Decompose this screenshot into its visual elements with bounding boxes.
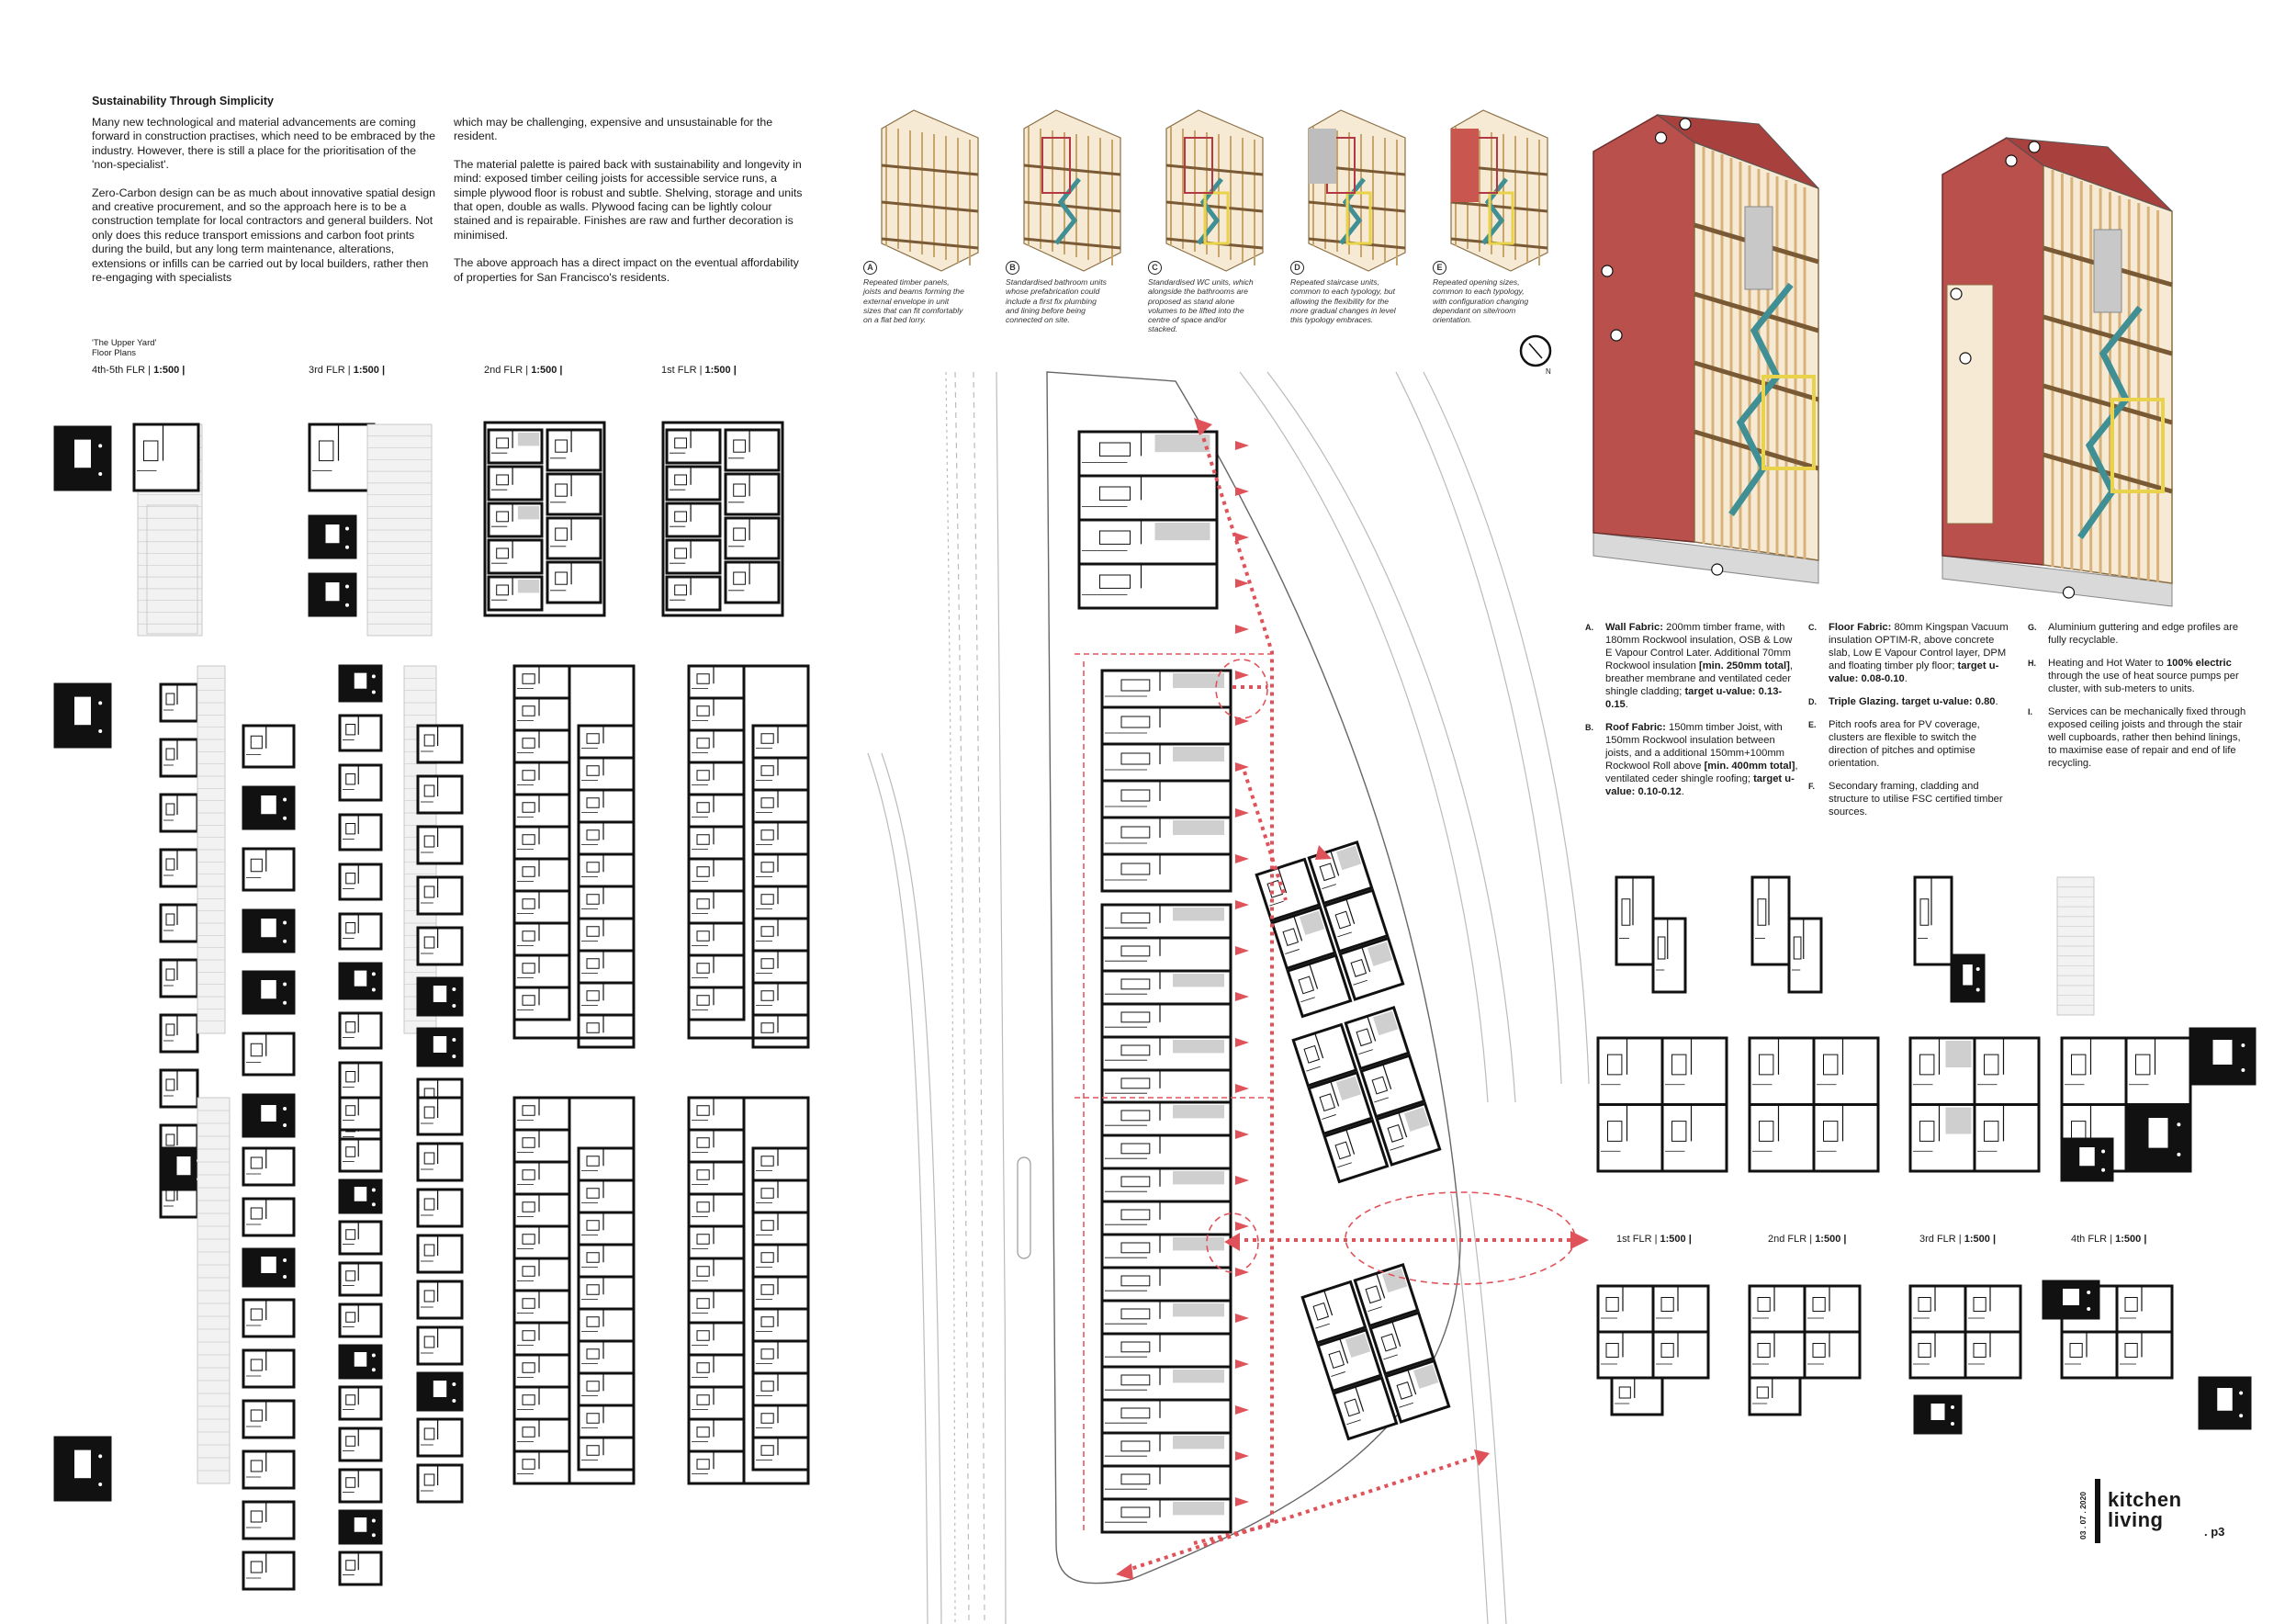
apartment-unit xyxy=(2200,1378,2250,1428)
apartment-unit xyxy=(1965,1332,2020,1378)
intro-paragraph: which may be challenging, expensive and unsustainable for the resident. xyxy=(454,116,773,143)
apartment-unit xyxy=(1975,1038,2039,1105)
stage-letter: E xyxy=(1433,261,1446,275)
page-number: . p3 xyxy=(2204,1525,2225,1539)
floor-label-left: 3rd FLR | 1:500 | xyxy=(309,365,386,376)
floor-label-left: 1st FLR | 1:500 | xyxy=(661,365,737,376)
apartment-unit xyxy=(1910,1332,1965,1378)
apartment-unit xyxy=(1805,1286,1860,1332)
cluster-plan xyxy=(1750,1038,1878,1171)
apartment-unit xyxy=(1965,1286,2020,1332)
apartment-unit xyxy=(1616,877,1653,964)
spec-item: D. Triple Glazing. target u-value: 0.80. xyxy=(1808,696,1998,707)
apartment-unit xyxy=(2062,1332,2117,1378)
apartment-unit xyxy=(1653,1286,1708,1332)
brand-line-2: living xyxy=(2108,1508,2164,1531)
cluster-plan xyxy=(1910,1286,2020,1378)
apartment-unit xyxy=(1814,1038,1878,1105)
intro-paragraph: Many new technological and material advancements are coming forward in construction practises, which need to be embraced by the industry. However, there is still a place for the prioritisation of the 'non-specialist'. xyxy=(92,116,435,172)
stage-caption-text: Repeated opening sizes, common to each typology, with configuration changing dependant on site/room orientation. xyxy=(1433,277,1529,325)
apartment-unit xyxy=(2062,1038,2126,1105)
stage-letter: C xyxy=(1148,261,1162,275)
floor-label-right: 1st FLR | 1:500 | xyxy=(1616,1234,1692,1245)
apartment-unit xyxy=(1750,1105,1814,1172)
stage-caption-text: Standardised bathroom units whose prefabrication could include a first fix plumbing and lining before being connected on site. xyxy=(1006,277,1107,325)
date-label: 03 . 07 . 2020 xyxy=(2078,1492,2088,1539)
intro-paragraph: The above approach has a direct impact on the eventual affordability of properties for San Francisco's residents. xyxy=(454,256,799,284)
stage-caption-text: Repeated timber panels, joists and beams forming the external envelope in unit sizes that can fit comfortably on a flat bed lorry. xyxy=(863,277,964,325)
spec-item: A. Wall Fabric: 200mm timber frame, with 180mm Rockwool insulation, OSB & Low E Vapour Control Later. Additional 70mm Rockwool insulation [min. 250mm total], breather membrane and ventilated ceder shingle cladding; target u-value: 0.13-0.15. xyxy=(1585,622,1793,710)
apartment-unit xyxy=(1750,1378,1800,1415)
apartment-unit xyxy=(1805,1332,1860,1378)
spec-item: E. Pitch roofs area for PV coverage, clusters are flexible to switch the direction of pitches and optimise orientation. xyxy=(1808,719,1980,769)
apartment-unit xyxy=(1598,1332,1653,1378)
apartment-unit xyxy=(1653,919,1685,992)
stage-letter: B xyxy=(1006,261,1019,275)
apartment-unit xyxy=(1975,1105,2039,1172)
apartment-unit xyxy=(2117,1332,2172,1378)
spec-item: B. Roof Fabric: 150mm timber Joist, with 150mm Rockwool insulation between joists, and a additional 150mm+100mm Rockwool Roll above [min. 400mm total], ventilated ceder shingle roofing; target u-value: 0.10-0.12. xyxy=(1585,722,1798,797)
stair-hatch xyxy=(2057,877,2094,1015)
cluster-plan xyxy=(1750,1286,1860,1378)
cluster-plan xyxy=(1910,1038,2039,1171)
spec-item: F. Secondary framing, cladding and structure to utilise FSC certified timber sources. xyxy=(1808,781,2003,818)
brand-logo xyxy=(2108,1490,2182,1530)
stage-caption-text: Repeated staircase units, common to each typology, but allowing the flexibility for the more gradual changes in level this typology embraces. xyxy=(1290,277,1396,325)
floor-label-right: 4th FLR | 1:500 | xyxy=(2071,1234,2147,1245)
brand-bar xyxy=(2095,1479,2100,1543)
cluster-plan xyxy=(1598,1038,1727,1171)
apartment-unit xyxy=(1910,1105,1975,1172)
apartment-unit xyxy=(1952,955,1984,1001)
apartment-unit xyxy=(1612,1378,1662,1415)
floor-label-left: 4th-5th FLR | 1:500 | xyxy=(92,365,186,376)
apartment-unit xyxy=(1653,1332,1708,1378)
apartment-unit xyxy=(1662,1105,1727,1172)
apartment-unit xyxy=(1598,1105,1662,1172)
apartment-unit xyxy=(1915,877,1952,964)
intro-paragraph: The material palette is paired back with sustainability and longevity in mind: exposed timber ceiling joists for accessible service runs, a simple plywood floor is robust and subtle. Shelving, storage and units that open, double as walls. Plywood facing can be lightly colour stained and is repairable. Finishes are raw and further decoration is minimised. xyxy=(454,157,803,242)
apartment-unit xyxy=(1789,919,1821,992)
intro-title: Sustainability Through Simplicity xyxy=(92,95,274,107)
brand-line-1: kitchen xyxy=(2108,1488,2182,1511)
cluster-plan xyxy=(1598,1286,1708,1378)
apartment-unit xyxy=(1598,1038,1662,1105)
apartment-unit xyxy=(2126,1105,2190,1172)
floor-label-left: 2nd FLR | 1:500 | xyxy=(484,365,563,376)
apartment-unit xyxy=(1915,1396,1961,1433)
apartment-unit xyxy=(2062,1139,2112,1180)
stage-letter: D xyxy=(1290,261,1304,275)
spec-item: G. Aluminium guttering and edge profiles are fully recyclable. xyxy=(2028,622,2239,646)
floor-label-right: 3rd FLR | 1:500 | xyxy=(1919,1234,1997,1245)
apartment-unit xyxy=(2126,1038,2190,1105)
apartment-unit xyxy=(1752,877,1789,964)
floor-label-right: 2nd FLR | 1:500 | xyxy=(1768,1234,1847,1245)
apartment-unit xyxy=(2190,1029,2255,1084)
spec-item: H. Heating and Hot Water to 100% electric through the use of heat source pumps per cluster, with sub-meters to units. xyxy=(2028,658,2239,694)
apartment-unit xyxy=(2043,1281,2099,1318)
apartment-unit xyxy=(1598,1286,1653,1332)
plans-sublabel: Floor Plans xyxy=(92,348,137,358)
stage-letter: A xyxy=(863,261,877,275)
stage-caption-text: Standardised WC units, which alongside the bathrooms are proposed as stand alone volumes to be lifted into the centre of space and/or stacked. xyxy=(1148,277,1254,334)
apartment-unit xyxy=(1910,1286,1965,1332)
apartment-unit xyxy=(1814,1105,1878,1172)
spec-item: C. Floor Fabric: 80mm Kingspan Vacuum insulation OPTIM-R, above concrete slab, Low E Vapour Control layer, DPM and floating timber ply floor; target u-value: 0.08-0.10. xyxy=(1808,622,2009,684)
apartment-unit xyxy=(1750,1286,1805,1332)
apartment-unit xyxy=(2117,1286,2172,1332)
apartment-unit xyxy=(1910,1038,1975,1105)
plans-label: 'The Upper Yard' xyxy=(92,338,157,348)
north-label: N xyxy=(1546,367,1551,376)
apartment-unit xyxy=(1750,1038,1814,1105)
apartment-unit xyxy=(1750,1332,1805,1378)
intro-paragraph: Zero-Carbon design can be as much about innovative spatial design and creative procurement, and so the approach here is to be a construction template for local contractors and general builders. Not only does this reduce transport emissions and carbon foot prints during the build, but any long term maintenance, alterations, extensions or infills can be carried out by local builders, rather then re-engaging with specialists xyxy=(92,186,436,285)
spec-item: I. Services can be mechanically fixed through exposed ceiling joists and through the stair well cupboards, rather then behind linings, to maximise ease of repair and end of life recycling. xyxy=(2028,706,2246,769)
apartment-unit xyxy=(1662,1038,1727,1105)
